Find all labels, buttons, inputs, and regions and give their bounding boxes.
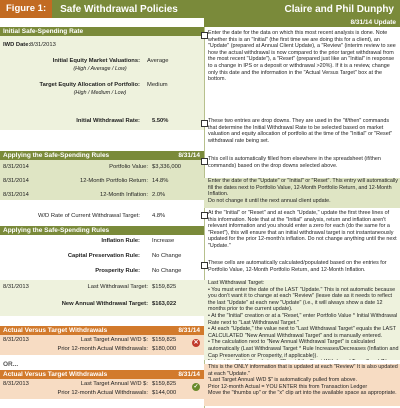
note-review: This is the ONLY information that is updated at each "Review" It is also updated at each "Update." "Last Target Annual W/D $" is automatically pulled from above. Prior 12-month Actual = YOU ENTER this from Transaction Ledger Move the "thumbs up" or the "x" clip art into the available space as appropriate. bbox=[204, 364, 400, 406]
iwd-label: IWD Date: bbox=[3, 42, 31, 48]
figure-label: Figure 1: bbox=[0, 0, 52, 18]
note-marker bbox=[201, 120, 208, 127]
figure-title: Safe Withdrawal Policies bbox=[60, 3, 178, 15]
note-dropdowns: These two entries are drop downs. They are used in the "if/then" commands that determine the Initial Withdrawal Rate to be selected based on market valuation and equity allocation of portfolio at the time of the "Initial" or "Reset" withdrawal rate being set. bbox=[208, 118, 393, 144]
valuations-label: Initial Equity Market Valuations: bbox=[52, 58, 140, 64]
section-title: Actual Versus Target Withdrawals bbox=[3, 371, 108, 378]
cap-pres-value: No Change bbox=[152, 253, 182, 259]
iwr-label: Initial Withdrawal Rate: bbox=[76, 118, 140, 124]
pv-date: 8/31/2014 bbox=[3, 164, 29, 170]
notes-header bbox=[204, 18, 400, 27]
wd-rate-label: W/D Rate of Current Withdrawal Target: bbox=[37, 213, 140, 219]
actual1-prior-value[interactable]: $180,000 bbox=[152, 346, 177, 352]
wd-rate-value: 4.8% bbox=[152, 213, 166, 219]
last-target-date[interactable]: 8/31/2013 bbox=[3, 284, 29, 290]
prosperity-label: Prosperity Rule: bbox=[95, 268, 140, 274]
note-iwr: This cell is automatically filled from elsewhere in the spreadsheet (if/then commands) based on the drop downs selected above. bbox=[208, 156, 381, 169]
notes-header-title: 8/31/14 Update bbox=[350, 19, 396, 26]
note-date: Enter the date for the data on which this most recent analysis is done. Note whether this is an "Initial" (the first time we are doing this for a client), an "Update" (prepared at Annual Client Update), a "Review" (interim review to see how the actual withdrawal is now compared to the prior target withdrawal from the most recent "Update"), a "Reset" (prepared just like an "Initial" in response to a change in IPS or a deposit or withdrawal >20%). If it is a review, change only this date and the information in the "Actual Versus Target" box at the bottom. bbox=[208, 30, 396, 83]
note-update-date: Enter the date of the "Update" or "Initial" or "Reset". This entry will automatically fill the dates next to Portfolio Value, 12-Month Portfolio Return, and 12-Month Inflation. Do not change it until the next annual client update. bbox=[204, 178, 400, 208]
allocation-sub: (High / Medium / Low) bbox=[73, 90, 127, 96]
section-title: Actual Versus Target Withdrawals bbox=[3, 327, 108, 334]
section-initial-rate bbox=[0, 27, 204, 36]
actual2-prior-value[interactable]: $144,000 bbox=[152, 390, 177, 396]
valuations-value[interactable]: Average bbox=[147, 58, 169, 64]
section-title: Applying the Safe-Spending Rules bbox=[3, 152, 110, 159]
iwd-value[interactable]: 8/31/2013 bbox=[30, 42, 56, 48]
iwr-value: 5.50% bbox=[152, 118, 169, 124]
section-actual-vs-target bbox=[0, 326, 204, 335]
allocation-label: Target Equity Allocation of Portfolio: bbox=[39, 82, 140, 88]
actual2-last-label: Last Target Annual W/D $: bbox=[80, 381, 148, 387]
valuations-sub: (High / Average / Low) bbox=[73, 66, 127, 72]
x-icon[interactable]: ✕ bbox=[193, 340, 199, 346]
section-date: 8/31/14 bbox=[178, 152, 200, 159]
inflation-value[interactable]: 2.0% bbox=[152, 192, 166, 198]
note-marker bbox=[201, 262, 208, 269]
thumbs-up-icon[interactable]: ✓ bbox=[193, 384, 199, 390]
actual1-last-value: $159,825 bbox=[152, 337, 177, 343]
section-date: 8/31/14 bbox=[178, 371, 200, 378]
figure-authors: Claire and Phil Dunphy bbox=[284, 3, 394, 15]
section-applying-rules bbox=[0, 151, 204, 160]
return-label: 12-Month Portfolio Return: bbox=[80, 178, 148, 184]
note-last-target: Last Withdrawal Target: • You must enter the date of the LAST "Update." This is not automatic because you don't want it to change at each "Review" (leave date as it needs to reflect the last "Update" at each new "Update" (i.e., it will always show a date 12 months prior to the current update). • At the "Initial" creation or at a "Reset," enter Portfolio Value * Initial Withdrawal Rate next to "Last Withdrawal Target." • At each "Update," the value next to "Last Withdrawal Target" equals the LAST CALCULATED "New Annual Withdrawal Target" and is manually entered. • The calculation next to "New Annual Withdrawal Target" is calculated automatically (Last Withdrawal Target * Rule Increases/Decreases (Inflation and Cap Preservation or Prosperity, if applicable)). bbox=[204, 280, 400, 360]
new-target-value: $163,022 bbox=[152, 301, 177, 307]
allocation-value[interactable]: Medium bbox=[147, 82, 168, 88]
pv-label: Portfolio Value: bbox=[109, 164, 148, 170]
section-applying-rules-2 bbox=[0, 226, 204, 235]
inflation-rule-label: Inflation Rule: bbox=[101, 238, 140, 244]
actual1-prior-label: Prior 12-month Actual Withdrawals: bbox=[57, 346, 148, 352]
inflation-date: 8/31/2014 bbox=[3, 192, 29, 198]
notes-panel bbox=[204, 18, 400, 408]
pv-value[interactable]: $3,336,000 bbox=[152, 164, 182, 170]
actual1-date: 8/31/2013 bbox=[3, 337, 29, 343]
note-marker bbox=[201, 212, 208, 219]
cap-pres-label: Capital Preservation Rule: bbox=[67, 253, 140, 259]
last-target-value[interactable]: $159,825 bbox=[152, 284, 177, 290]
note-marker bbox=[201, 158, 208, 165]
prosperity-value: No Change bbox=[152, 268, 182, 274]
or-label: OR... bbox=[3, 361, 19, 368]
new-target-label: New Annual Withdrawal Target: bbox=[61, 301, 148, 307]
return-date: 8/31/2014 bbox=[3, 178, 29, 184]
section-actual-vs-target-2 bbox=[0, 370, 204, 379]
or-separator bbox=[0, 360, 204, 369]
section-title: Applying the Safe-Spending Rules bbox=[3, 227, 110, 234]
return-value[interactable]: 14.8% bbox=[152, 178, 169, 184]
actual2-date: 8/31/2013 bbox=[3, 381, 29, 387]
note-first-three: At the "Initial" or "Reset" and at each "Update," update the first three lines of this information. Note that at the "Initial" analysis, return and inflation aren't relevant information and you should enter a zero for each (do the same for a "Reset"), this will ensure that an initial withdrawal target is not instantaneously updated for the prior 12-month's inflation. Do not change anything until the next "Update." bbox=[208, 210, 397, 249]
last-target-label: Last Withdrawal Target: bbox=[87, 284, 148, 290]
note-auto-cells: These cells are automatically calculated/populated based on the entries for Portfolio Value, 12-Month Portfolio Return, and 12-Month Inflation. bbox=[208, 260, 387, 273]
actual2-prior-label: Prior 12-month Actual Withdrawals: bbox=[57, 390, 148, 396]
section-title: Initial Safe-Spending Rate bbox=[3, 28, 84, 35]
worksheet-panel bbox=[0, 18, 204, 408]
actual1-last-label: Last Target Annual W/D $: bbox=[80, 337, 148, 343]
section-date: 8/31/14 bbox=[178, 327, 200, 334]
actual2-last-value: $159,825 bbox=[152, 381, 177, 387]
figure-header bbox=[0, 0, 400, 18]
inflation-rule-value: Increase bbox=[152, 238, 175, 244]
inflation-label: 12-Month Inflation: bbox=[99, 192, 148, 198]
note-marker bbox=[201, 32, 208, 39]
